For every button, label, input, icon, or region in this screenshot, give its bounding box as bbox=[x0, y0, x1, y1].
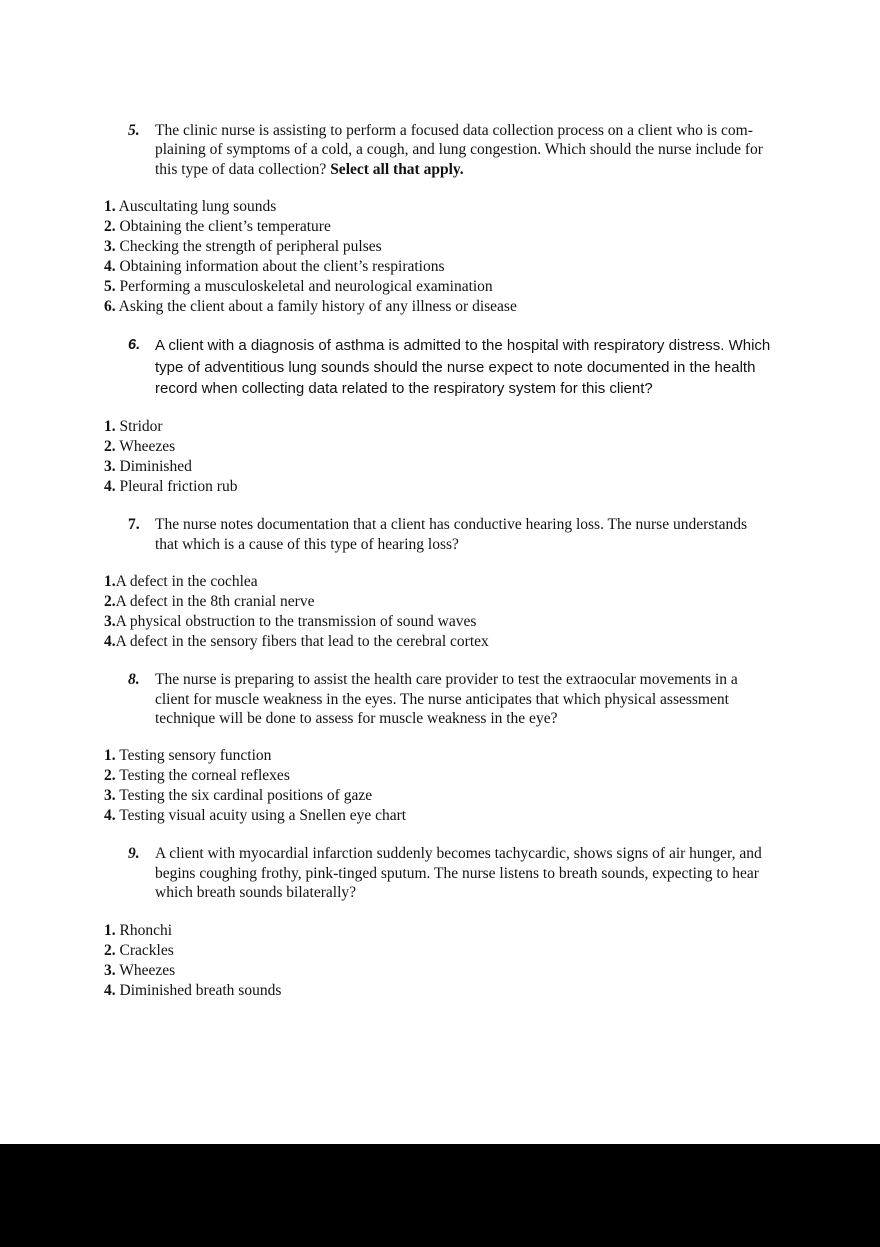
option-text: A physical obstruction to the transmission of sound waves bbox=[115, 613, 477, 631]
option-text: Obtaining the client’s temperature bbox=[115, 218, 331, 236]
question-5-text bbox=[155, 121, 773, 179]
option-number: 4. bbox=[104, 981, 116, 999]
question-9-number: 9. bbox=[128, 845, 140, 863]
option-number: 2. bbox=[104, 438, 116, 456]
option-number: 2. bbox=[104, 218, 116, 236]
question-7-row bbox=[128, 515, 820, 554]
answer-option bbox=[104, 786, 820, 806]
question-7-number: 7. bbox=[128, 516, 140, 534]
option-number: 4. bbox=[104, 258, 116, 276]
answer-option bbox=[104, 766, 820, 786]
answer-option bbox=[104, 437, 820, 457]
question-5-row bbox=[128, 121, 820, 179]
option-text: Checking the strength of peripheral pulses bbox=[115, 238, 382, 256]
option-number: 3. bbox=[104, 238, 116, 256]
bottom-black-bar bbox=[0, 1144, 880, 1247]
option-text: Testing the six cardinal positions of gaze bbox=[115, 787, 373, 805]
option-text: Testing sensory function bbox=[115, 747, 272, 765]
option-text: Obtaining information about the client’s respirations bbox=[115, 258, 445, 276]
option-text: Wheezes bbox=[115, 961, 176, 979]
answer-option bbox=[104, 297, 820, 317]
option-number: 1. bbox=[104, 921, 116, 939]
question-block-9 bbox=[104, 844, 820, 1000]
option-number: 3. bbox=[104, 458, 116, 476]
answer-option bbox=[104, 806, 820, 826]
option-text: Performing a musculoskeletal and neurological examination bbox=[115, 278, 493, 296]
answer-option bbox=[104, 981, 820, 1001]
option-number: 1. bbox=[104, 198, 116, 216]
question-9-stem: A client with myocardial infarction suddenly becomes tachycardic, shows signs of air hunger, and begins coughing frothy, pink-tinged sputum. The nurse listens to breath sounds, expecting to hear which breath sounds bilaterally? bbox=[155, 845, 762, 902]
answer-option bbox=[104, 257, 820, 277]
answer-option bbox=[104, 197, 820, 217]
question-5-stem: The clinic nurse is assisting to perform a focused data collection process on a client who is com- plaining of symptoms of a cold, a cough, and lung congestion. Which should the nurse include for this type of data collection? bbox=[155, 122, 763, 178]
question-6-row bbox=[128, 335, 820, 399]
question-5-options bbox=[104, 197, 820, 317]
question-5-emphasis: Select all that apply. bbox=[330, 160, 464, 178]
question-7-text bbox=[155, 515, 773, 554]
answer-option bbox=[104, 746, 820, 766]
option-text: Testing the corneal reflexes bbox=[115, 767, 290, 785]
question-block-5 bbox=[104, 121, 820, 317]
option-number: 3. bbox=[104, 961, 116, 979]
option-text: Stridor bbox=[115, 418, 163, 436]
option-number: 4. bbox=[104, 807, 116, 825]
question-6-text bbox=[155, 335, 785, 399]
question-6-options bbox=[104, 417, 820, 497]
question-9-options bbox=[104, 921, 820, 1001]
option-number: 2. bbox=[104, 941, 116, 959]
question-8-text bbox=[155, 670, 773, 728]
option-number: 4. bbox=[104, 478, 116, 496]
option-number: 1. bbox=[104, 747, 116, 765]
question-block-8 bbox=[104, 670, 820, 826]
option-text: Diminished breath sounds bbox=[115, 981, 282, 999]
option-number: 6. bbox=[104, 298, 116, 316]
option-text: Crackles bbox=[115, 941, 174, 959]
answer-option bbox=[104, 277, 820, 297]
option-text: Pleural friction rub bbox=[115, 478, 238, 496]
option-text: Diminished bbox=[115, 458, 192, 476]
answer-option bbox=[104, 237, 820, 257]
question-7-stem: The nurse notes documentation that a client has conductive hearing loss. The nurse understands that which is a cause of this type of hearing loss? bbox=[155, 516, 747, 553]
option-text: A defect in the sensory fibers that lead to the cerebral cortex bbox=[115, 633, 489, 651]
answer-option bbox=[104, 632, 820, 652]
question-5-number: 5. bbox=[128, 122, 140, 139]
option-number: 3. bbox=[104, 613, 116, 631]
question-8-row bbox=[128, 670, 820, 728]
question-8-options bbox=[104, 746, 820, 826]
answer-option bbox=[104, 217, 820, 237]
question-7-options bbox=[104, 572, 820, 652]
option-text: A defect in the cochlea bbox=[115, 573, 258, 591]
option-text: Rhonchi bbox=[115, 921, 173, 939]
option-number: 2. bbox=[104, 767, 116, 785]
question-9-row bbox=[128, 844, 820, 902]
option-text: Auscultating lung sounds bbox=[115, 198, 277, 216]
answer-option bbox=[104, 941, 820, 961]
question-6-stem: A client with a diagnosis of asthma is admitted to the hospital with respiratory distress. Which type of adventitious lung sounds should the nurse expect to note documented in the health record when collecting data related to the respiratory system for this client? bbox=[155, 337, 771, 398]
answer-option bbox=[104, 592, 820, 612]
answer-option bbox=[104, 477, 820, 497]
option-text: Testing visual acuity using a Snellen eye chart bbox=[115, 807, 407, 825]
question-block-7 bbox=[104, 515, 820, 652]
option-number: 2. bbox=[104, 593, 116, 611]
question-9-text bbox=[155, 844, 773, 902]
option-number: 4. bbox=[104, 633, 116, 651]
question-block-6 bbox=[104, 335, 820, 497]
option-number: 3. bbox=[104, 787, 116, 805]
answer-option bbox=[104, 417, 820, 437]
option-number: 5. bbox=[104, 278, 116, 296]
answer-option bbox=[104, 612, 820, 632]
answer-option bbox=[104, 572, 820, 592]
answer-option bbox=[104, 961, 820, 981]
option-number: 1. bbox=[104, 573, 116, 591]
option-text: Wheezes bbox=[115, 438, 176, 456]
question-8-stem: The nurse is preparing to assist the health care provider to test the extraocular movements in a client for muscle weakness in the eyes. The nurse anticipates that which physical assessment technique will be done to assess for muscle weakness in the eye? bbox=[155, 671, 738, 728]
question-6-number: 6. bbox=[128, 337, 141, 354]
question-8-number: 8. bbox=[128, 671, 140, 689]
option-number: 1. bbox=[104, 418, 116, 436]
answer-option bbox=[104, 921, 820, 941]
option-text: A defect in the 8th cranial nerve bbox=[115, 593, 315, 611]
option-text: Asking the client about a family history of any illness or disease bbox=[115, 298, 517, 316]
answer-option bbox=[104, 457, 820, 477]
